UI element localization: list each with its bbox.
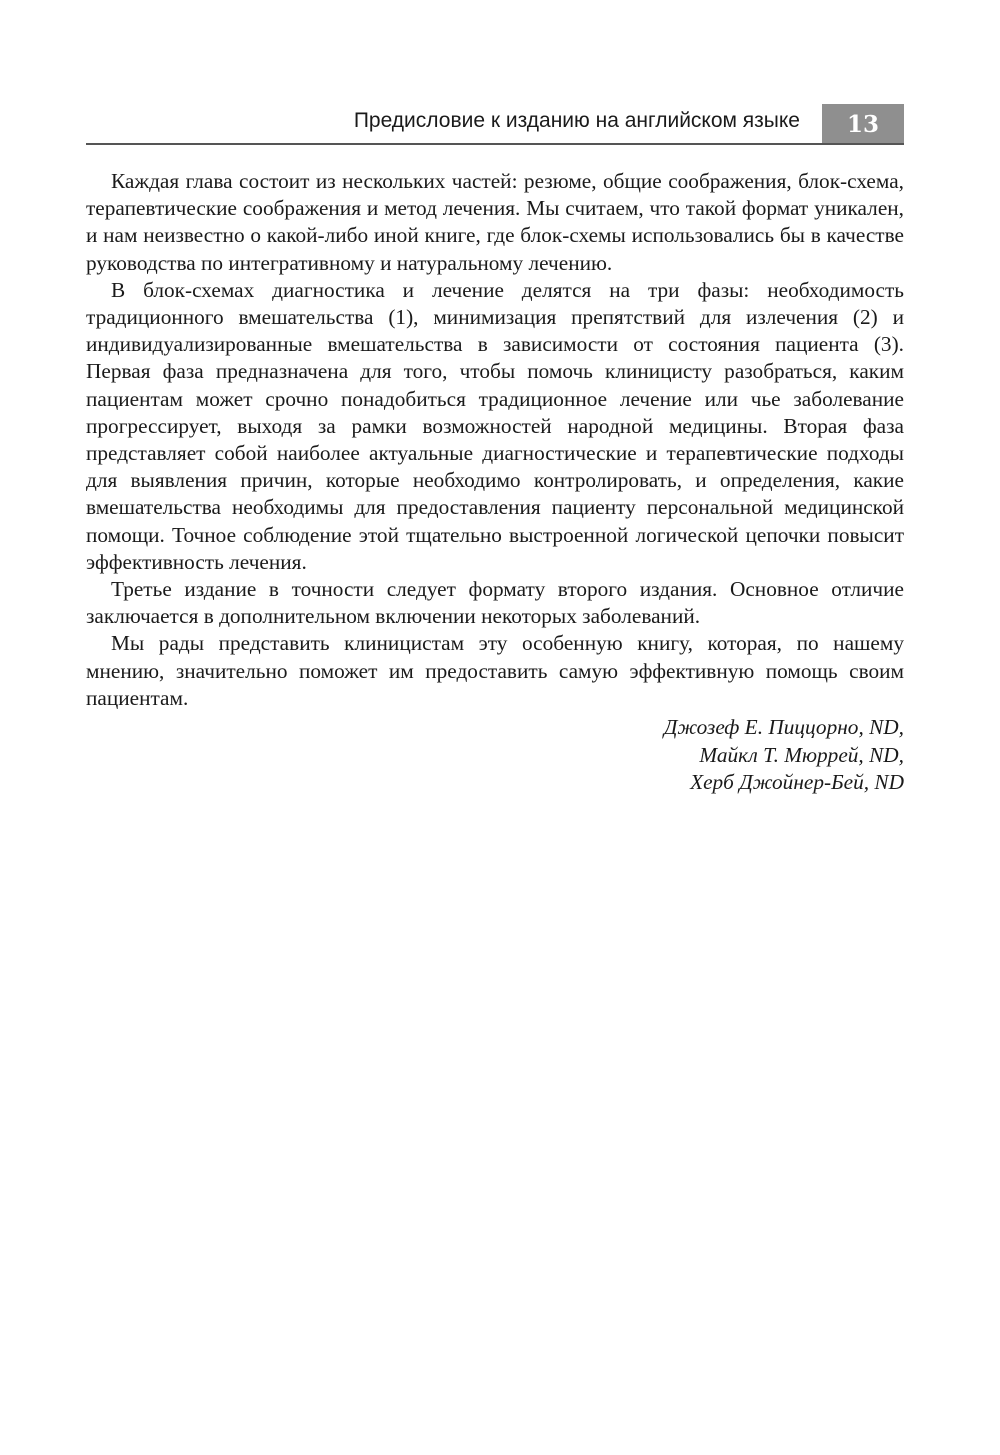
header-divider	[86, 143, 904, 145]
paragraph: В блок-схемах диагностика и лечение делятся на три фазы: необходимость традиционного вмешательства (1), минимизация препятствий для излечения (2) и индивидуализированные вмешательства в зависимости от состояния пациента (3). Первая фаза предназначена для того, чтобы помочь клиницисту разобраться, каким пациентам может срочно понадобиться традиционное лечение или чье заболевание прогрессирует, выходя за рамки возможностей народной медицины. Вторая фаза представляет собой наиболее актуальные диагностические и терапевтические подходы для выявления причин, которые необходимо контролировать, и определения, какие вмешательства необходимы для предоставления пациенту персональной медицинской помощи. Точное соблюдение этой тщательно выстроенной логической цепочки повысит эффективность лечения.	[86, 277, 904, 574]
paragraph: Третье издание в точности следует формату второго издания. Основное отличие заключается в дополнительном включении некоторых заболеваний.	[86, 577, 904, 629]
paragraph: Мы рады представить клиницистам эту особенную книгу, которая, по нашему мнению, значительно поможет им предоставить самую эффективную помощь своим пациентам.	[86, 631, 904, 710]
running-header-title: Предисловие к изданию на английском языке	[353, 109, 800, 132]
author-signatures	[86, 714, 904, 797]
paragraph: Каждая глава состоит из нескольких частей: резюме, общие соображения, блок-схема, терапевтические соображения и метод лечения. Мы считаем, что такой формат уникален, и нам неизвестно о какой-либо иной книге, где блок-схемы использовались бы в качестве руководства по интегративному и натуральному лечению.	[86, 169, 904, 275]
signature-line: Джозеф Е. Пиццорно, ND,	[663, 715, 904, 740]
signature-line: Херб Джойнер-Бей, ND	[690, 770, 904, 795]
running-header	[86, 104, 904, 144]
page-number: 13	[822, 104, 904, 144]
preface-body	[86, 168, 904, 797]
signature-line: Майкл Т. Мюррей, ND,	[699, 742, 904, 767]
